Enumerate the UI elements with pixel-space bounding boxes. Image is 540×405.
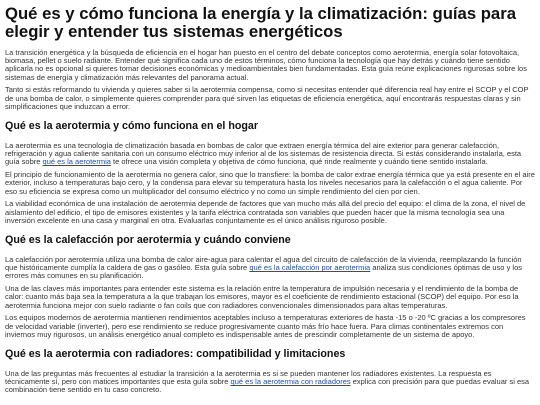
section-paragraph: [5, 142, 535, 167]
paragraph-text: Una de las preguntas más frecuentes al estudiar la transición a la aerotermia es si se pueden mantener los radiadores existentes. La respuesta es técnicamente sí, pero con matices importantes que esta guía sobre: [5, 369, 492, 387]
section-paragraph: El principio de funcionamiento de la aerotermia no genera calor, sino que lo transfiere: la bomba de calor extrae energía térmica que ya está presente en el aire exterior, incluso a temperaturas bajo cero, y la condensa para elevar su temperatura hasta los niveles necesarios para la calefacción o el agua caliente. Por eso su eficiencia se expresa como un multiplicador del consumo eléctrico y no como un simple rendimiento del cien por cien.: [5, 170, 535, 196]
section-paragraph: Los equipos modernos de aerotermia mantienen rendimientos aceptables incluso a temperaturas exteriores de hasta -15 o -20 ºC gracias a los compresores de velocidad variable (inverter), pero ese rendimiento se reduce progresivamente cuanto más frío hace fuera. Para climas continentales extremos con inviernos muy rigurosos, un análisis energético anual completo es indispensable antes de prescindir completamente de un sistema de apoyo.: [5, 313, 526, 339]
section-paragraph: Una de las claves más importantes para entender este sistema es la relación entre la temperatura de impulsión necesaria y el rendimiento de la bomba de calor: cuanto más baja sea la temperatura a la que trabajan los emisores, mayor es el coeficiente de rendimiento estacional (SCOP) del equipo. Por eso la aerotermia funciona mejor con suelo radiante o fan coils que con radiadores convencionales dimensionados para altas temperaturas.: [5, 284, 519, 310]
paragraph-text: La aerotermia es una tecnología de climatización basada en bombas de calor que extraen energía térmica del aire exterior para generar calefacción, refrigeración y agua caliente sanitaria con un consumo eléctrico muy inferior al de los sistemas de resistencia directa. Si estás considerando instalarla, esta guía sobre: [5, 141, 522, 167]
paragraph-text: La calefacción por aerotermia utiliza una bomba de calor aire-agua para calentar el agua del circuito de calefacción de la vivienda, reemplazando la función que históricamente cumplía la caldera de gas o gasóleo. Esta guía sobre: [5, 255, 522, 273]
section-heading: Qué es la calefacción por aerotermia y cuándo conviene: [5, 234, 291, 247]
section-aerotermia-hogar: [5, 120, 535, 225]
paragraph-text: te ofrece una visión completa y objetiva de cómo funciona, qué rinde realmente y cuándo tiene sentido instalarla.: [110, 157, 488, 167]
page-title: Qué es y cómo funciona la energía y la climatización: guías para elegir y entender tus sistemas energéticos: [5, 4, 516, 41]
section-heading: Qué es la aerotermia y cómo funciona en el hogar: [5, 120, 259, 133]
guide-link-aerotermia[interactable]: qué es la aerotermia: [42, 157, 111, 167]
section-heading: Qué es la aerotermia con radiadores: compatibilidad y limitaciones: [5, 348, 346, 361]
intro-paragraph: La transición energética y la búsqueda de eficiencia en el hogar han puesto en el centro del debate conceptos como aerotermia, energía solar fotovoltaica, biomasa, pellet o suelo radiante. Entender qué significa cada uno de estos términos, cómo funciona la tecnología que hay detrás y cuándo tiene sentido aplicarla no es opcional si quieres tomar decisiones económicas y medioambientales bien fundamentadas. Esta guía reúne explicaciones rigurosas sobre los sistemas de energía y climatización más relevantes del panorama actual.: [5, 48, 527, 82]
section-paragraph: [5, 370, 535, 395]
paragraph-text: explica con precisión para que puedas evaluar si esa combinación tiene sentido en tu caso concreto.: [5, 377, 530, 395]
intro-paragraph: Tanto si estás reformando tu vivienda y quieres saber si la aerotermia compensa, como si necesitas entender qué diferencia real hay entre el SCOP y el COP de una bomba de calor, o simplemente quieres comprender para qué sirven las etiquetas de eficiencia energética, aquí encontrarás respuestas claras y sin simplificaciones que induzcan a error.: [5, 85, 529, 111]
guide-link-calefaccion-aerotermia[interactable]: qué es la calefacción por aerotermia: [249, 263, 371, 273]
section-calefaccion-aerotermia: [5, 234, 535, 339]
guide-link-aerotermia-radiadores[interactable]: qué es la aerotermia con radiadores: [230, 377, 351, 387]
paragraph-text: analiza sus condiciones óptimas de uso y los errores más comunes en su planificación.: [5, 263, 522, 281]
section-paragraph: [5, 256, 535, 281]
section-paragraph: La viabilidad económica de una instalación de aerotermia depende de factores que van mucho más allá del precio del equipo: el clima de la zona, el nivel de aislamiento del edificio, el tipo de emisores existentes y la tarifa eléctrica contratada son variables que pueden hacer que la misma tecnología sea una inversión excelente en una casa y marginal en otra. Evaluarlas conjuntamente es el único análisis riguroso posible.: [5, 199, 526, 225]
section-aerotermia-radiadores: [5, 348, 535, 395]
